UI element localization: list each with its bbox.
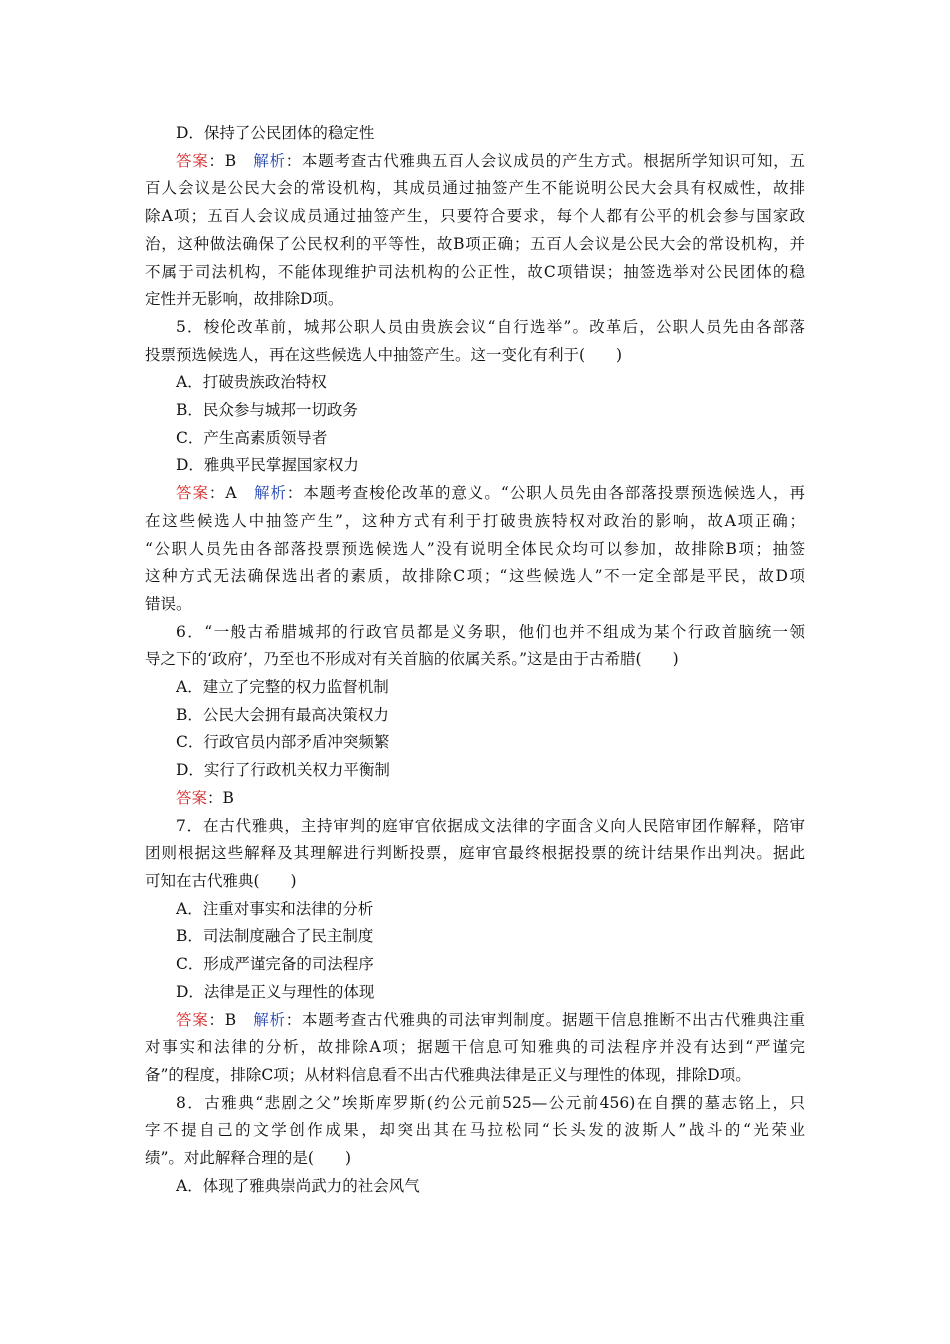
answer-key: ：B	[208, 151, 237, 170]
q7-analysis-line: 备”的程度，排除C项；从材料信息看不出古代雅典法律是正义与理性的体现，排除D项。	[145, 1065, 751, 1084]
q4-analysis-line: 定性并无影响，故排除D项。	[145, 290, 344, 309]
q7-answer-line	[145, 1007, 805, 1035]
q5-option-c: C．产生高素质领导者	[176, 428, 328, 447]
answer-key: ：B	[207, 788, 234, 807]
q6-stem-line: 6．“一般古希腊城邦的行政官员都是义务职，他们也并不组成为某个行政首脑统一领	[176, 622, 805, 641]
q7-option-d: D．法律是正义与理性的体现	[176, 982, 375, 1001]
q7-option-b: B．司法制度融合了民主制度	[176, 927, 374, 946]
q5-analysis-line: “公职人员先由各部落投票预选候选人”没有说明全体民众均可以参加，故排除B项；抽签	[145, 539, 805, 558]
analysis-text: ：本题考查古代雅典的司法审判制度。据题干信息推断不出古代雅典注重	[285, 1010, 805, 1029]
q5-analysis-line: 在这些候选人中抽签产生”，这种方式有利于打破贵族特权对政治的影响，故A项正确；	[145, 511, 805, 530]
analysis-text: ：本题考查古代雅典五百人会议成员的产生方式。根据所学知识可知，五	[285, 151, 805, 170]
document-page	[145, 120, 805, 1200]
q5-option-d: D．雅典平民掌握国家权力	[176, 456, 359, 475]
q6-option-a: A．建立了完整的权力监督机制	[176, 678, 389, 697]
q6-option-d: D．实行了行政机关权力平衡制	[176, 761, 390, 780]
q7-stem-line: 7．在古代雅典，主持审判的庭审官依据成文法律的字面含义向人民陪审团作解释，陪审	[176, 816, 805, 835]
q7-option-a: A．注重对事实和法律的分析	[176, 899, 374, 918]
q5-analysis-line: 这种方式无法确保选出者的素质，故排除C项；“这些候选人”不一定全部是平民，故D项	[145, 567, 805, 586]
q7-stem-line: 团则根据这些解释及其理解进行判断投票，庭审官最终根据投票的统计结果作出判决。据此	[145, 844, 805, 863]
analysis-text: ：本题考查梭伦改革的意义。“公职人员先由各部落投票预选候选人，再	[286, 484, 805, 503]
q4-option-d: D．保持了公民团体的稳定性	[176, 124, 375, 142]
q8-stem-line: 字不提自己的文学创作成果，却突出其在马拉松同“长头发的波斯人”战斗的“光荣业	[145, 1121, 805, 1140]
answer-key: ：A	[208, 484, 237, 503]
q6-option-c: C．行政官员内部矛盾冲突频繁	[176, 733, 390, 752]
q7-analysis-line: 对事实和法律的分析，故排除A项；据题干信息可知雅典的司法程序并没有达到“严谨完	[145, 1038, 805, 1057]
answer-label: 答案	[176, 788, 208, 807]
analysis-label: 解析	[254, 484, 287, 503]
answer-label: 答案	[176, 484, 209, 503]
q5-option-a: A．打破贵族政治特权	[176, 373, 327, 392]
q5-option-b: B．民众参与城邦一切政务	[176, 401, 358, 420]
q6-option-b: B．公民大会拥有最高决策权力	[176, 705, 389, 724]
q6-answer-line	[145, 785, 805, 813]
q4-analysis-line: 不属于司法机构，不能体现维护司法机构的公正性，故C项错误；抽签选举对公民团体的稳	[145, 262, 805, 281]
q8-stem-line: 绩”。对此解释合理的是( )	[145, 1149, 352, 1168]
q7-option-c: C．形成严谨完备的司法程序	[176, 955, 374, 974]
q4-analysis-line: 治，这种做法确保了公民权利的平等性，故B项正确；五百人会议是公民大会的常设机构，并	[145, 234, 805, 253]
q8-option-a: A．体现了雅典崇尚武力的社会风气	[176, 1176, 420, 1195]
q5-stem-line: 投票预选候选人，再在这些候选人中抽签产生。这一变化有利于( )	[145, 345, 623, 364]
answer-label: 答案	[176, 1010, 209, 1029]
q6-stem-line: 导之下的‘政府’，乃至也不形成对有关首脑的依属关系。”这是由于古希腊( )	[145, 650, 679, 669]
analysis-label: 解析	[253, 1010, 286, 1029]
q4-answer-line	[145, 148, 805, 176]
q8-stem-line: 8．古雅典“悲剧之父”埃斯库罗斯(约公元前525—公元前456)在自撰的墓志铭上，只	[176, 1093, 805, 1112]
q5-answer-line	[145, 480, 805, 508]
q5-analysis-line: 错误。	[145, 594, 192, 613]
q4-analysis-line: 除A项；五百人会议成员通过抽签产生，只要符合要求，每个人都有公平的机会参与国家政	[145, 207, 805, 226]
answer-label: 答案	[176, 151, 209, 170]
analysis-label: 解析	[253, 151, 286, 170]
q7-stem-line: 可知在古代雅典( )	[145, 871, 297, 890]
answer-key: ：B	[208, 1010, 237, 1029]
q5-stem-line: 5．梭伦改革前，城邦公职人员由贵族会议“自行选举”。改革后，公职人员先由各部落	[176, 317, 805, 336]
q4-analysis-line: 百人会议是公民大会的常设机构，其成员通过抽签产生不能说明公民大会具有权威性，故排	[145, 179, 805, 198]
